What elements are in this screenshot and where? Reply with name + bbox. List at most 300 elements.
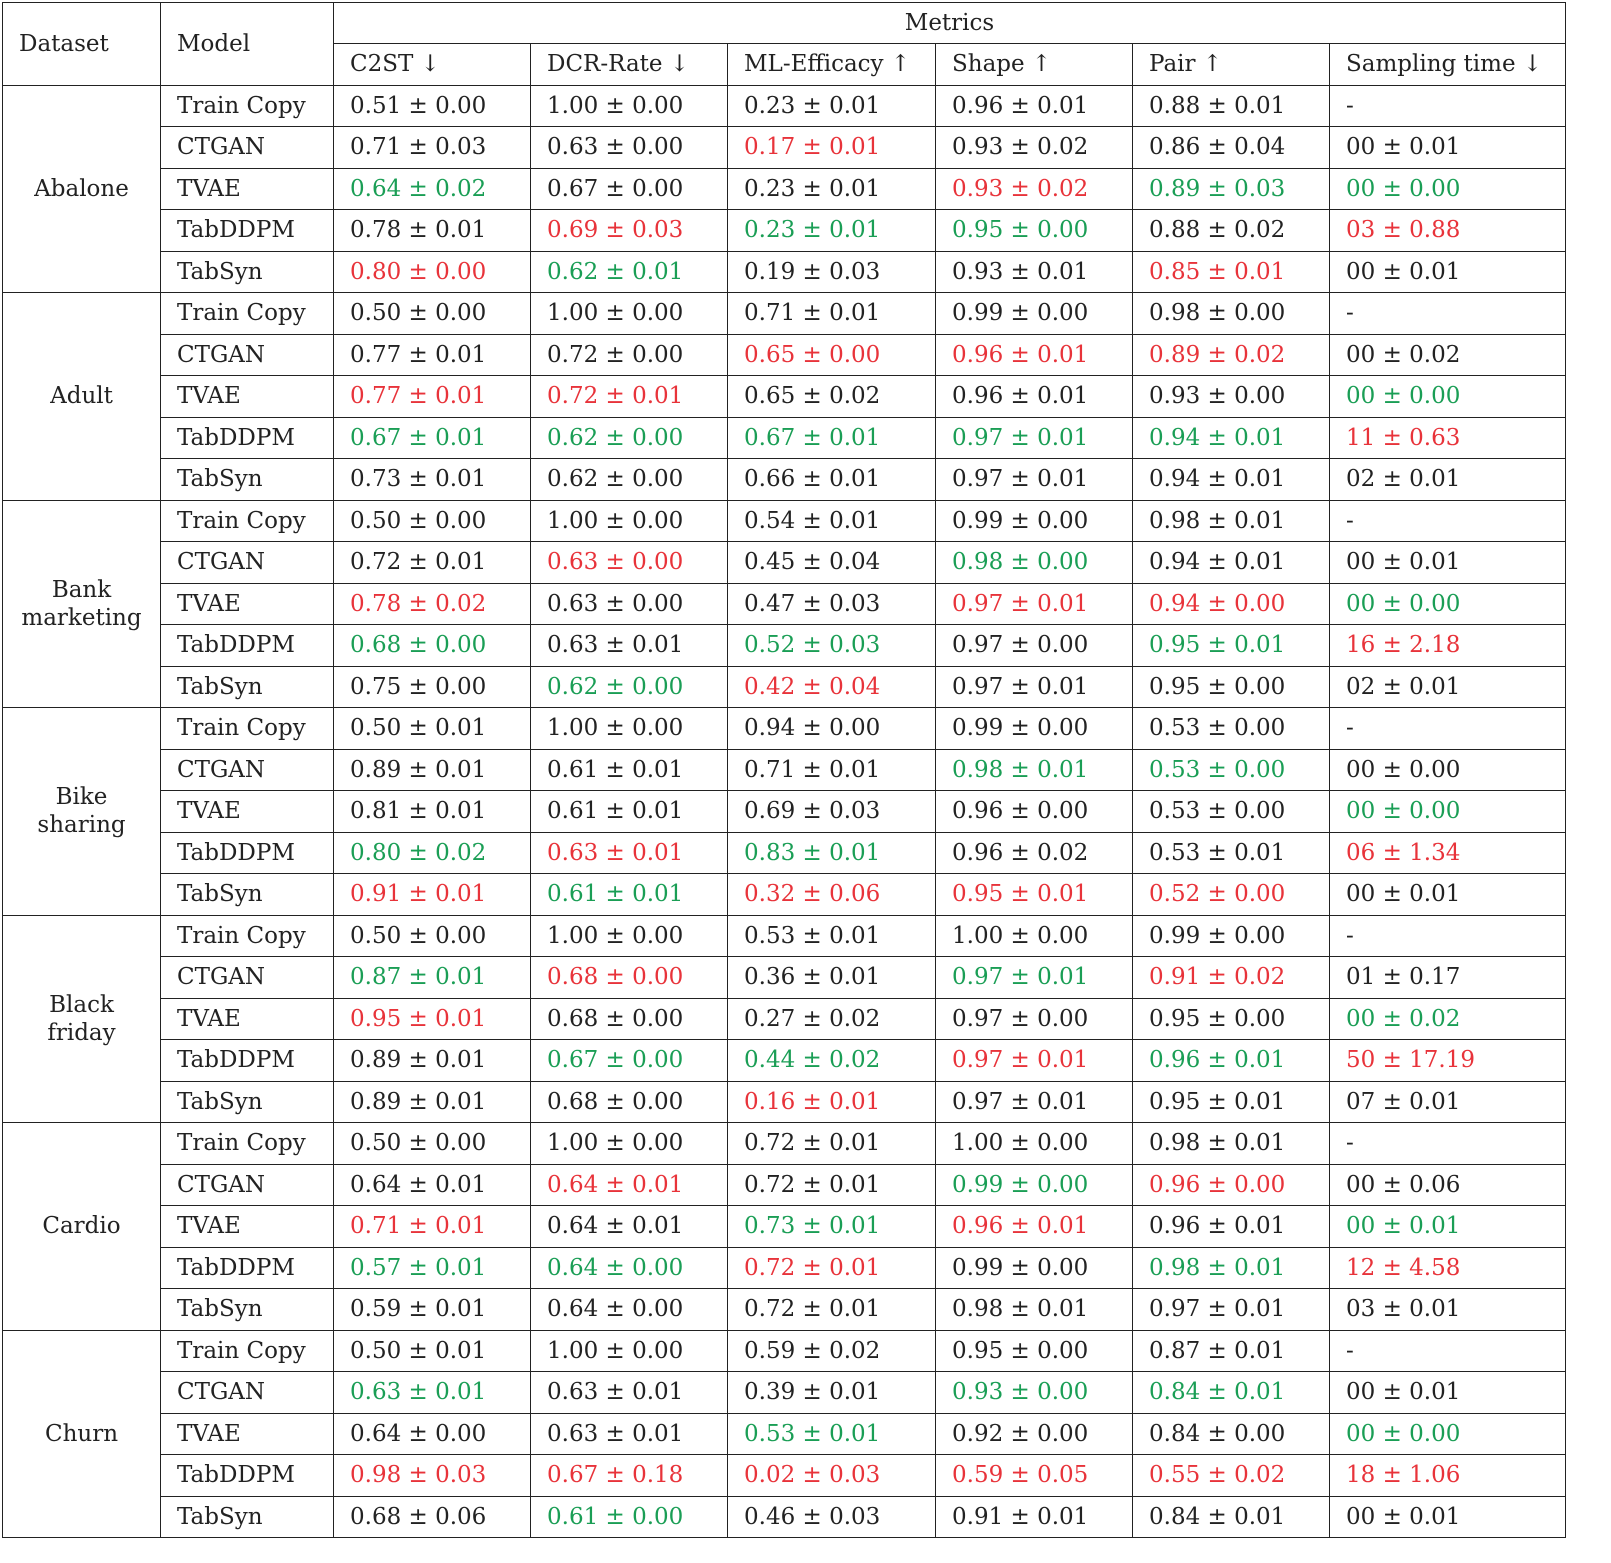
dataset-cell [3, 293, 161, 501]
dcr-rate-cell: 0.62 ± 0.00 [531, 459, 728, 501]
ml-efficacy-cell: 0.42 ± 0.04 [728, 666, 936, 708]
table-row [3, 957, 1566, 999]
c2st-cell: 0.50 ± 0.00 [334, 293, 531, 335]
model-cell: TabSyn [161, 1081, 334, 1123]
sampling-time-cell: - [1330, 1123, 1566, 1165]
sampling-time-cell: 00 ± 0.00 [1330, 1413, 1566, 1455]
dcr-rate-cell: 0.64 ± 0.01 [531, 1164, 728, 1206]
dcr-rate-cell: 0.69 ± 0.03 [531, 210, 728, 252]
c2st-cell: 0.78 ± 0.01 [334, 210, 531, 252]
shape-cell: 0.91 ± 0.01 [936, 1496, 1133, 1538]
sampling-time-cell: 00 ± 0.00 [1330, 168, 1566, 210]
model-cell: TVAE [161, 998, 334, 1040]
shape-cell: 0.97 ± 0.00 [936, 998, 1133, 1040]
pair-cell: 0.91 ± 0.02 [1133, 957, 1330, 999]
pair-cell: 0.95 ± 0.01 [1133, 625, 1330, 667]
dataset-label: friday [47, 1019, 116, 1046]
dcr-rate-cell: 0.67 ± 0.00 [531, 168, 728, 210]
sampling-time-cell: - [1330, 708, 1566, 750]
shape-cell: 0.93 ± 0.02 [936, 168, 1133, 210]
model-cell: Train Copy [161, 293, 334, 335]
shape-cell: 0.95 ± 0.01 [936, 874, 1133, 916]
pair-cell: 0.53 ± 0.00 [1133, 708, 1330, 750]
dcr-rate-cell: 0.62 ± 0.00 [531, 417, 728, 459]
model-cell: TabDDPM [161, 1247, 334, 1289]
model-cell: TabSyn [161, 1289, 334, 1331]
table-row [3, 210, 1566, 252]
dataset-label: Adult [50, 383, 113, 410]
c2st-cell: 0.50 ± 0.01 [334, 708, 531, 750]
shape-cell: 0.93 ± 0.00 [936, 1372, 1133, 1414]
pair-cell: 0.84 ± 0.00 [1133, 1413, 1330, 1455]
model-cell: TabDDPM [161, 625, 334, 667]
dcr-rate-cell: 0.67 ± 0.00 [531, 1040, 728, 1082]
sampling-time-cell: 02 ± 0.01 [1330, 459, 1566, 501]
dcr-rate-cell: 1.00 ± 0.00 [531, 1123, 728, 1165]
pair-cell: 0.55 ± 0.02 [1133, 1455, 1330, 1497]
ml-efficacy-cell: 0.65 ± 0.02 [728, 376, 936, 418]
table-row [3, 1081, 1566, 1123]
column-header-ml-efficacy: ML-Efficacy ↑ [728, 44, 936, 86]
dataset-cell [3, 500, 161, 708]
pair-cell: 0.53 ± 0.00 [1133, 791, 1330, 833]
model-cell: TVAE [161, 1206, 334, 1248]
dcr-rate-cell: 0.61 ± 0.01 [531, 791, 728, 833]
pair-cell: 0.94 ± 0.00 [1133, 583, 1330, 625]
ml-efficacy-cell: 0.23 ± 0.01 [728, 168, 936, 210]
c2st-cell: 0.89 ± 0.01 [334, 749, 531, 791]
model-cell: TVAE [161, 376, 334, 418]
table-row [3, 1289, 1566, 1331]
table-row [3, 1496, 1566, 1538]
table-row [3, 708, 1566, 750]
table-row [3, 1164, 1566, 1206]
c2st-cell: 0.98 ± 0.03 [334, 1455, 531, 1497]
model-cell: TabDDPM [161, 417, 334, 459]
shape-cell: 0.96 ± 0.00 [936, 791, 1133, 833]
pair-cell: 0.99 ± 0.00 [1133, 915, 1330, 957]
column-header-pair: Pair ↑ [1133, 44, 1330, 86]
sampling-time-cell: 00 ± 0.01 [1330, 251, 1566, 293]
sampling-time-cell: 03 ± 0.88 [1330, 210, 1566, 252]
c2st-cell: 0.50 ± 0.00 [334, 500, 531, 542]
sampling-time-cell: 03 ± 0.01 [1330, 1289, 1566, 1331]
c2st-cell: 0.59 ± 0.01 [334, 1289, 531, 1331]
sampling-time-cell: 50 ± 17.19 [1330, 1040, 1566, 1082]
model-cell: TabSyn [161, 1496, 334, 1538]
pair-cell: 0.89 ± 0.02 [1133, 334, 1330, 376]
shape-cell: 0.97 ± 0.01 [936, 666, 1133, 708]
c2st-cell: 0.64 ± 0.02 [334, 168, 531, 210]
dcr-rate-cell: 0.61 ± 0.01 [531, 749, 728, 791]
sampling-time-cell: 00 ± 0.01 [1330, 874, 1566, 916]
table-row [3, 583, 1566, 625]
pair-cell: 0.52 ± 0.00 [1133, 874, 1330, 916]
ml-efficacy-cell: 0.67 ± 0.01 [728, 417, 936, 459]
sampling-time-cell: 11 ± 0.63 [1330, 417, 1566, 459]
ml-efficacy-cell: 0.53 ± 0.01 [728, 915, 936, 957]
model-cell: Train Copy [161, 708, 334, 750]
ml-efficacy-cell: 0.17 ± 0.01 [728, 127, 936, 169]
ml-efficacy-cell: 0.36 ± 0.01 [728, 957, 936, 999]
sampling-time-cell: 00 ± 0.00 [1330, 749, 1566, 791]
dataset-label: Black [49, 991, 114, 1018]
table-row [3, 251, 1566, 293]
model-cell: TabDDPM [161, 1040, 334, 1082]
dcr-rate-cell: 1.00 ± 0.00 [531, 915, 728, 957]
shape-cell: 0.97 ± 0.01 [936, 957, 1133, 999]
table-row [3, 1372, 1566, 1414]
column-header-c2st: C2ST ↓ [334, 44, 531, 86]
pair-cell: 0.96 ± 0.01 [1133, 1040, 1330, 1082]
dcr-rate-cell: 0.64 ± 0.01 [531, 1206, 728, 1248]
ml-efficacy-cell: 0.83 ± 0.01 [728, 832, 936, 874]
sampling-time-cell: 16 ± 2.18 [1330, 625, 1566, 667]
ml-efficacy-cell: 0.44 ± 0.02 [728, 1040, 936, 1082]
pair-cell: 0.88 ± 0.01 [1133, 85, 1330, 127]
ml-efficacy-cell: 0.46 ± 0.03 [728, 1496, 936, 1538]
sampling-time-cell: 00 ± 0.01 [1330, 1372, 1566, 1414]
ml-efficacy-cell: 0.45 ± 0.04 [728, 542, 936, 584]
dcr-rate-cell: 0.72 ± 0.00 [531, 334, 728, 376]
pair-cell: 0.94 ± 0.01 [1133, 542, 1330, 584]
table-row [3, 293, 1566, 335]
pair-cell: 0.94 ± 0.01 [1133, 417, 1330, 459]
ml-efficacy-cell: 0.32 ± 0.06 [728, 874, 936, 916]
pair-cell: 0.87 ± 0.01 [1133, 1330, 1330, 1372]
sampling-time-cell: 00 ± 0.01 [1330, 1206, 1566, 1248]
ml-efficacy-cell: 0.71 ± 0.01 [728, 749, 936, 791]
ml-efficacy-cell: 0.69 ± 0.03 [728, 791, 936, 833]
c2st-cell: 0.57 ± 0.01 [334, 1247, 531, 1289]
pair-cell: 0.94 ± 0.01 [1133, 459, 1330, 501]
dataset-label: sharing [37, 812, 126, 839]
dataset-cell [3, 85, 161, 293]
shape-cell: 0.97 ± 0.01 [936, 417, 1133, 459]
shape-cell: 0.92 ± 0.00 [936, 1413, 1133, 1455]
sampling-time-cell: 01 ± 0.17 [1330, 957, 1566, 999]
dcr-rate-cell: 1.00 ± 0.00 [531, 293, 728, 335]
table-row [3, 1206, 1566, 1248]
shape-cell: 0.97 ± 0.01 [936, 459, 1133, 501]
ml-efficacy-cell: 0.72 ± 0.01 [728, 1247, 936, 1289]
table-row [3, 915, 1566, 957]
model-cell: CTGAN [161, 1164, 334, 1206]
c2st-cell: 0.78 ± 0.02 [334, 583, 531, 625]
c2st-cell: 0.81 ± 0.01 [334, 791, 531, 833]
dataset-cell [3, 1123, 161, 1331]
sampling-time-cell: 00 ± 0.02 [1330, 998, 1566, 1040]
c2st-cell: 0.51 ± 0.00 [334, 85, 531, 127]
c2st-cell: 0.77 ± 0.01 [334, 376, 531, 418]
column-header-dcr-rate: DCR-Rate ↓ [531, 44, 728, 86]
dcr-rate-cell: 0.68 ± 0.00 [531, 1081, 728, 1123]
shape-cell: 0.99 ± 0.00 [936, 293, 1133, 335]
pair-cell: 0.97 ± 0.01 [1133, 1289, 1330, 1331]
dcr-rate-cell: 0.72 ± 0.01 [531, 376, 728, 418]
model-cell: Train Copy [161, 915, 334, 957]
model-cell: TabSyn [161, 459, 334, 501]
shape-cell: 0.96 ± 0.01 [936, 376, 1133, 418]
c2st-cell: 0.80 ± 0.00 [334, 251, 531, 293]
model-cell: CTGAN [161, 749, 334, 791]
shape-cell: 0.96 ± 0.01 [936, 1206, 1133, 1248]
dcr-rate-cell: 0.63 ± 0.01 [531, 625, 728, 667]
pair-cell: 0.53 ± 0.01 [1133, 832, 1330, 874]
table-row [3, 1123, 1566, 1165]
sampling-time-cell: 18 ± 1.06 [1330, 1455, 1566, 1497]
sampling-time-cell: 07 ± 0.01 [1330, 1081, 1566, 1123]
table-row [3, 874, 1566, 916]
shape-cell: 0.97 ± 0.01 [936, 583, 1133, 625]
model-cell: TabSyn [161, 874, 334, 916]
sampling-time-cell: 06 ± 1.34 [1330, 832, 1566, 874]
model-cell: TabDDPM [161, 210, 334, 252]
sampling-time-cell: 00 ± 0.01 [1330, 1496, 1566, 1538]
model-cell: TVAE [161, 583, 334, 625]
dcr-rate-cell: 1.00 ± 0.00 [531, 85, 728, 127]
pair-cell: 0.85 ± 0.01 [1133, 251, 1330, 293]
table-row [3, 542, 1566, 584]
pair-cell: 0.53 ± 0.00 [1133, 749, 1330, 791]
model-cell: TabDDPM [161, 832, 334, 874]
ml-efficacy-cell: 0.65 ± 0.00 [728, 334, 936, 376]
dcr-rate-cell: 1.00 ± 0.00 [531, 1330, 728, 1372]
model-cell: TabSyn [161, 251, 334, 293]
model-cell: TVAE [161, 791, 334, 833]
table-row [3, 832, 1566, 874]
table-row [3, 1330, 1566, 1372]
pair-cell: 0.98 ± 0.01 [1133, 1123, 1330, 1165]
dcr-rate-cell: 0.63 ± 0.01 [531, 1372, 728, 1414]
pair-cell: 0.86 ± 0.04 [1133, 127, 1330, 169]
table-row [3, 749, 1566, 791]
ml-efficacy-cell: 0.54 ± 0.01 [728, 500, 936, 542]
table-row [3, 1040, 1566, 1082]
sampling-time-cell: 00 ± 0.00 [1330, 376, 1566, 418]
ml-efficacy-cell: 0.47 ± 0.03 [728, 583, 936, 625]
c2st-cell: 0.71 ± 0.01 [334, 1206, 531, 1248]
c2st-cell: 0.72 ± 0.01 [334, 542, 531, 584]
dataset-label: Abalone [34, 175, 129, 202]
ml-efficacy-cell: 0.16 ± 0.01 [728, 1081, 936, 1123]
ml-efficacy-cell: 0.02 ± 0.03 [728, 1455, 936, 1497]
pair-cell: 0.98 ± 0.01 [1133, 1247, 1330, 1289]
model-cell: CTGAN [161, 334, 334, 376]
shape-cell: 0.95 ± 0.00 [936, 210, 1133, 252]
c2st-cell: 0.73 ± 0.01 [334, 459, 531, 501]
c2st-cell: 0.77 ± 0.01 [334, 334, 531, 376]
shape-cell: 0.99 ± 0.00 [936, 1164, 1133, 1206]
dcr-rate-cell: 0.61 ± 0.00 [531, 1496, 728, 1538]
pair-cell: 0.98 ± 0.01 [1133, 500, 1330, 542]
table-row [3, 500, 1566, 542]
dcr-rate-cell: 0.68 ± 0.00 [531, 998, 728, 1040]
sampling-time-cell: - [1330, 1330, 1566, 1372]
model-cell: Train Copy [161, 1123, 334, 1165]
shape-cell: 0.96 ± 0.02 [936, 832, 1133, 874]
ml-efficacy-cell: 0.23 ± 0.01 [728, 210, 936, 252]
sampling-time-cell: - [1330, 500, 1566, 542]
model-cell: CTGAN [161, 542, 334, 584]
model-header: Model [161, 3, 334, 86]
pair-cell: 0.93 ± 0.00 [1133, 376, 1330, 418]
table-row [3, 1413, 1566, 1455]
c2st-cell: 0.91 ± 0.01 [334, 874, 531, 916]
dcr-rate-cell: 0.64 ± 0.00 [531, 1247, 728, 1289]
dataset-label: Bank [51, 576, 112, 603]
ml-efficacy-cell: 0.94 ± 0.00 [728, 708, 936, 750]
sampling-time-cell: - [1330, 85, 1566, 127]
table-row [3, 334, 1566, 376]
dcr-rate-cell: 0.68 ± 0.00 [531, 957, 728, 999]
model-cell: TVAE [161, 168, 334, 210]
c2st-cell: 0.63 ± 0.01 [334, 1372, 531, 1414]
c2st-cell: 0.75 ± 0.00 [334, 666, 531, 708]
model-cell: Train Copy [161, 1330, 334, 1372]
dcr-rate-cell: 0.67 ± 0.18 [531, 1455, 728, 1497]
c2st-cell: 0.50 ± 0.00 [334, 1123, 531, 1165]
c2st-cell: 0.50 ± 0.00 [334, 915, 531, 957]
c2st-cell: 0.68 ± 0.00 [334, 625, 531, 667]
dcr-rate-cell: 0.63 ± 0.00 [531, 542, 728, 584]
pair-cell: 0.96 ± 0.01 [1133, 1206, 1330, 1248]
ml-efficacy-cell: 0.72 ± 0.01 [728, 1164, 936, 1206]
dcr-rate-cell: 1.00 ± 0.00 [531, 708, 728, 750]
shape-cell: 0.99 ± 0.00 [936, 708, 1133, 750]
dataset-cell [3, 915, 161, 1123]
shape-cell: 1.00 ± 0.00 [936, 1123, 1133, 1165]
c2st-cell: 0.80 ± 0.02 [334, 832, 531, 874]
shape-cell: 0.96 ± 0.01 [936, 85, 1133, 127]
dcr-rate-cell: 1.00 ± 0.00 [531, 500, 728, 542]
sampling-time-cell: 00 ± 0.02 [1330, 334, 1566, 376]
table-row [3, 1455, 1566, 1497]
dataset-header: Dataset [3, 3, 161, 86]
ml-efficacy-cell: 0.53 ± 0.01 [728, 1413, 936, 1455]
shape-cell: 0.59 ± 0.05 [936, 1455, 1133, 1497]
dataset-cell [3, 708, 161, 916]
dcr-rate-cell: 0.61 ± 0.01 [531, 874, 728, 916]
c2st-cell: 0.68 ± 0.06 [334, 1496, 531, 1538]
dcr-rate-cell: 0.63 ± 0.00 [531, 583, 728, 625]
c2st-cell: 0.89 ± 0.01 [334, 1040, 531, 1082]
model-cell: TVAE [161, 1413, 334, 1455]
dataset-cell [3, 1330, 161, 1538]
sampling-time-cell: 02 ± 0.01 [1330, 666, 1566, 708]
model-cell: Train Copy [161, 85, 334, 127]
model-cell: CTGAN [161, 957, 334, 999]
table-row [3, 168, 1566, 210]
shape-cell: 0.99 ± 0.00 [936, 1247, 1133, 1289]
sampling-time-cell: 00 ± 0.00 [1330, 791, 1566, 833]
ml-efficacy-cell: 0.23 ± 0.01 [728, 85, 936, 127]
ml-efficacy-cell: 0.39 ± 0.01 [728, 1372, 936, 1414]
table-row [3, 625, 1566, 667]
pair-cell: 0.98 ± 0.00 [1133, 293, 1330, 335]
table-row [3, 791, 1566, 833]
sampling-time-cell: 00 ± 0.06 [1330, 1164, 1566, 1206]
sampling-time-cell: - [1330, 915, 1566, 957]
dcr-rate-cell: 0.63 ± 0.01 [531, 1413, 728, 1455]
model-cell: CTGAN [161, 127, 334, 169]
column-header-shape: Shape ↑ [936, 44, 1133, 86]
c2st-cell: 0.71 ± 0.03 [334, 127, 531, 169]
shape-cell: 0.96 ± 0.01 [936, 334, 1133, 376]
shape-cell: 0.98 ± 0.00 [936, 542, 1133, 584]
model-cell: TabDDPM [161, 1455, 334, 1497]
sampling-time-cell: 00 ± 0.01 [1330, 127, 1566, 169]
ml-efficacy-cell: 0.19 ± 0.03 [728, 251, 936, 293]
shape-cell: 0.97 ± 0.01 [936, 1040, 1133, 1082]
table-row [3, 459, 1566, 501]
sampling-time-cell: - [1330, 293, 1566, 335]
table-row [3, 376, 1566, 418]
sampling-time-cell: 00 ± 0.01 [1330, 542, 1566, 584]
shape-cell: 0.93 ± 0.01 [936, 251, 1133, 293]
pair-cell: 0.84 ± 0.01 [1133, 1496, 1330, 1538]
dataset-label: Cardio [42, 1213, 121, 1240]
c2st-cell: 0.64 ± 0.01 [334, 1164, 531, 1206]
results-table [2, 2, 1566, 1538]
shape-cell: 0.97 ± 0.01 [936, 1081, 1133, 1123]
ml-efficacy-cell: 0.71 ± 0.01 [728, 293, 936, 335]
ml-efficacy-cell: 0.66 ± 0.01 [728, 459, 936, 501]
table-row [3, 1247, 1566, 1289]
shape-cell: 0.99 ± 0.00 [936, 500, 1133, 542]
dcr-rate-cell: 0.62 ± 0.01 [531, 251, 728, 293]
column-header-sampling-time: Sampling time ↓ [1330, 44, 1566, 86]
pair-cell: 0.95 ± 0.00 [1133, 666, 1330, 708]
shape-cell: 1.00 ± 0.00 [936, 915, 1133, 957]
table-row [3, 998, 1566, 1040]
table-body [3, 85, 1566, 1538]
dcr-rate-cell: 0.64 ± 0.00 [531, 1289, 728, 1331]
pair-cell: 0.89 ± 0.03 [1133, 168, 1330, 210]
model-cell: Train Copy [161, 500, 334, 542]
model-cell: TabSyn [161, 666, 334, 708]
shape-cell: 0.98 ± 0.01 [936, 749, 1133, 791]
sampling-time-cell: 00 ± 0.00 [1330, 583, 1566, 625]
c2st-cell: 0.67 ± 0.01 [334, 417, 531, 459]
shape-cell: 0.97 ± 0.00 [936, 625, 1133, 667]
model-cell: CTGAN [161, 1372, 334, 1414]
table-row [3, 417, 1566, 459]
pair-cell: 0.95 ± 0.01 [1133, 1081, 1330, 1123]
pair-cell: 0.96 ± 0.00 [1133, 1164, 1330, 1206]
table-row [3, 127, 1566, 169]
ml-efficacy-cell: 0.72 ± 0.01 [728, 1289, 936, 1331]
pair-cell: 0.88 ± 0.02 [1133, 210, 1330, 252]
shape-cell: 0.95 ± 0.00 [936, 1330, 1133, 1372]
dataset-label: Bike [55, 784, 108, 811]
ml-efficacy-cell: 0.52 ± 0.03 [728, 625, 936, 667]
dcr-rate-cell: 0.62 ± 0.00 [531, 666, 728, 708]
shape-cell: 0.98 ± 0.01 [936, 1289, 1133, 1331]
c2st-cell: 0.89 ± 0.01 [334, 1081, 531, 1123]
shape-cell: 0.93 ± 0.02 [936, 127, 1133, 169]
c2st-cell: 0.95 ± 0.01 [334, 998, 531, 1040]
ml-efficacy-cell: 0.27 ± 0.02 [728, 998, 936, 1040]
c2st-cell: 0.64 ± 0.00 [334, 1413, 531, 1455]
c2st-cell: 0.50 ± 0.01 [334, 1330, 531, 1372]
table-row [3, 85, 1566, 127]
pair-cell: 0.84 ± 0.01 [1133, 1372, 1330, 1414]
dcr-rate-cell: 0.63 ± 0.00 [531, 127, 728, 169]
ml-efficacy-cell: 0.59 ± 0.02 [728, 1330, 936, 1372]
pair-cell: 0.95 ± 0.00 [1133, 998, 1330, 1040]
dcr-rate-cell: 0.63 ± 0.01 [531, 832, 728, 874]
